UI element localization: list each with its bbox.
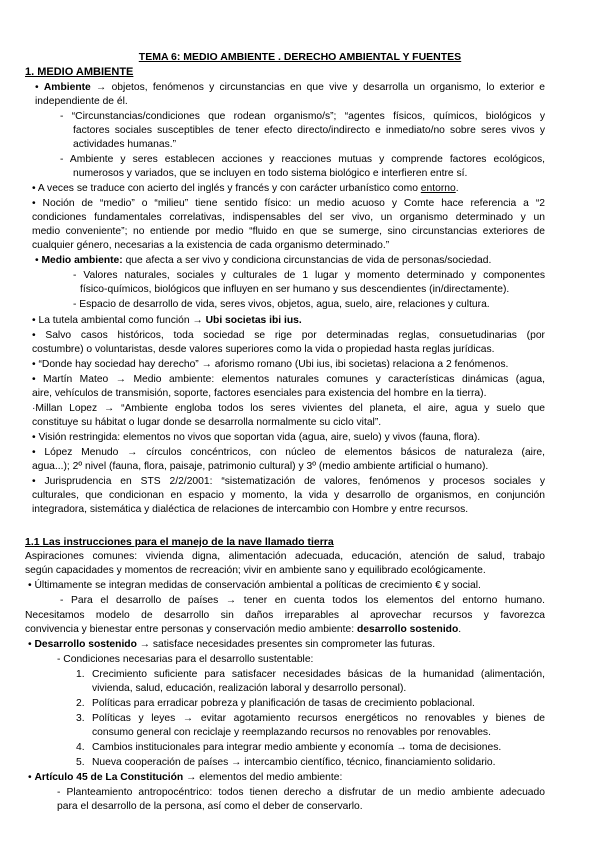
list-item-number: 1. bbox=[76, 669, 85, 680]
articulo-45-line: • Artículo 45 de La Constitución → elementos del medio ambiente: bbox=[28, 772, 343, 783]
desarrollo-sostenido-term: Desarrollo sostenido bbox=[34, 639, 137, 650]
martin-line-2: aire, vehículos de transmisión, soporte, factores esenciales para existencia del hombre en la tierra). bbox=[32, 388, 487, 399]
dash2-line-1: - Ambiente y seres establecen acciones y reacciones mutuas y comprende factores ecológicos, bbox=[60, 154, 545, 165]
nocion-line-4: cualquier género, necesarias a la existencia de cada organismo determinado.” bbox=[32, 240, 390, 251]
page-title: TEMA 6: MEDIO AMBIENTE . DERECHO AMBIENTAL Y FUENTES bbox=[138, 51, 462, 63]
millan-line-2: constituye su hábitat o lugar donde se desarrolla normalmente su ciclo vital”. bbox=[32, 417, 382, 428]
tutela-line bbox=[32, 314, 600, 328]
salvo-line-2: costumbre) o voluntaristas, desde valores superiores como la vida o propiedad hasta reglas jurídicas. bbox=[32, 344, 495, 355]
list-item-number: 3. bbox=[76, 713, 85, 724]
desarrollo-sostenido-line: • Desarrollo sostenido → satisface necesidades presentes sin comprometer las futuras. bbox=[28, 639, 436, 650]
millan-line-1: ·Millan Lopez → “Ambiente engloba todos los seres vivientes del planeta, el aire, agua y suelo que bbox=[32, 403, 545, 414]
section-heading-instrucciones: 1.1 Las instrucciones para el manejo de la nave llamado tierra bbox=[25, 536, 334, 548]
ambiente-term: Ambiente bbox=[43, 82, 91, 93]
desarrollo-sostenido-bold: desarrollo sostenido bbox=[356, 624, 459, 635]
traduce-line bbox=[32, 182, 600, 196]
necesitamos-period: . bbox=[458, 624, 462, 635]
nocion-line-2: condiciones fundamentales correlativas, indispensables del ser vivo, un organismo determinado y un bbox=[32, 212, 545, 223]
juris-line-3: integradora, sistemática y dialéctica de relaciones de intercambio con Hombre y entre recursos. bbox=[32, 504, 469, 515]
ultimamente-line: • Últimamente se integran medidas de conservación ambiental a políticas de crecimiento € y social. bbox=[28, 580, 481, 591]
dash2-line-2: numerosos y variados, que se incluyen en todo sistema biológico e interfieren entre sí. bbox=[73, 168, 468, 179]
dash1-line-2: factores sociales susceptibles de tener efecto directo/indirecto e inmediato/no sobre seres vivos y bbox=[73, 125, 545, 136]
entorno-word: entorno bbox=[420, 183, 456, 194]
medio-ambiente-line: • Medio ambiente: que afecta a ser vivo y condiciona circunstancias de vida de personas/sociedad. bbox=[35, 255, 492, 266]
aspiraciones-line-2: según capacidades y momentos de recreación; vivir en ambiente sano y equilibrado ecológicamente. bbox=[25, 565, 486, 576]
section-heading-medio-ambiente: 1. MEDIO AMBIENTE bbox=[25, 66, 134, 78]
planteamiento-line-1: - Planteamiento antropocéntrico: todos tienen derecho a disfrutar de un medio ambiente adecuado bbox=[57, 787, 545, 798]
ambiente-definition: → objetos, fenómenos y circunstancias en que vive y desarrolla un organismo, lo exterior e bbox=[90, 82, 545, 93]
list-item-number: 2. bbox=[76, 698, 85, 709]
ambiente-line-2: independiente de él. bbox=[35, 96, 128, 107]
list-item-1-line-1: Crecimiento suficiente para satisfacer necesidades básicas de la humanidad (alimentación, bbox=[92, 669, 545, 680]
aspiraciones-line-1: Aspiraciones comunes: vivienda digna, alimentación adecuada, educación, atención de salud, trabajo bbox=[25, 551, 545, 562]
ambiente-line-1: • Ambiente → objetos, fenómenos y circunstancias en que vive y desarrolla un organismo, lo exterior e bbox=[35, 82, 545, 93]
condiciones-line: - Condiciones necesarias para el desarrollo sustentable: bbox=[57, 654, 314, 665]
dash1-line-1: - “Circunstancias/condiciones que rodean organismo/s”; “agentes físicos, químicos, biológicos y bbox=[60, 111, 545, 122]
nocion-line-3: medio conveniente”; no entiende por medio “fluido en que se sumerge, sino circunstancias exteriores de bbox=[32, 226, 545, 237]
necesitamos-line-1: Necesitamos modelo de desarrollo sin daños irreparables al aprovechar recursos y favorezca bbox=[25, 610, 545, 621]
list-item-1-line-2: vivienda, salud, educación, realización laboral y desarrollo personal). bbox=[92, 683, 407, 694]
espacio-line: - Espacio de desarrollo de vida, seres vivos, objetos, agua, suelo, aire, relaciones y cultura. bbox=[73, 299, 490, 310]
lopez-line-2: agua...); 2º nivel (fauna, flora, paisaje, patrimonio cultural) y 3º (medio ambiente artificial o humano). bbox=[32, 461, 489, 472]
dash1-line-3: actividades humanas.” bbox=[73, 139, 177, 150]
traduce-period: . bbox=[455, 183, 459, 194]
vision-line: • Visión restringida: elementos no vivos que soportan vida (agua, aire, suelo) y vivos (fauna, flora). bbox=[32, 432, 481, 443]
medio-ambiente-definition: que afecta a ser vivo y condiciona circunstancias de vida de personas/sociedad. bbox=[122, 255, 492, 266]
tutela-text: • La tutela ambiental como función → bbox=[32, 315, 206, 326]
valores-line-2: físico-químicos, biológicos que influyen en ser humano y sus descendientes (in/directamente). bbox=[80, 284, 510, 295]
valores-line-1: - Valores naturales, sociales y culturales de 1 lugar y momento determinado y componentes bbox=[73, 270, 545, 281]
list-item-3-line-1: Políticas y leyes → evitar agotamiento recursos energéticos no renovables y bienes de bbox=[92, 713, 545, 724]
list-item-5-line-1: Nueva cooperación de países → intercambio científico, técnico, financiamiento solidario. bbox=[92, 757, 496, 768]
articulo-45-definition: → elementos del medio ambiente: bbox=[183, 772, 343, 783]
medio-ambiente-term: Medio ambiente: bbox=[41, 255, 123, 266]
lopez-line-1: • López Menudo → círculos concéntricos, con núcleo de elementos básicos de naturaleza (aire, bbox=[32, 447, 545, 458]
juris-line-2: culturales, que condicionan en espacio y momento, la vida y desarrollo de organismos, en conjunción bbox=[32, 490, 545, 501]
donde-line: • “Donde hay sociedad hay derecho” → aforismo romano (Ubi ius, ibi societas) relaciona a 2 fenómenos. bbox=[32, 359, 509, 370]
traduce-text: • A veces se traduce con acierto del inglés y francés y con carácter urbanístico como bbox=[32, 183, 421, 194]
juris-line-1: • Jurisprudencia en STS 2/2/2001: “sistematización de valores, fenómenos y procesos sociales y bbox=[32, 476, 545, 487]
necesitamos-text: convivencia y bienestar entre personas y conservación medio ambiente: bbox=[25, 624, 357, 635]
list-item-2-line-1: Políticas para erradicar pobreza y planificación de tasas de crecimiento poblacional. bbox=[92, 698, 475, 709]
list-item-number: 5. bbox=[76, 757, 85, 768]
list-item-4-line-1: Cambios institucionales para integrar medio ambiente y economía → toma de decisiones. bbox=[92, 742, 502, 753]
planteamiento-line-2: para el desarrollo de la persona, así como el deber de conservarlo. bbox=[57, 801, 363, 812]
list-item-3-line-2: consumo general con reciclaje y reemplazando recursos no renovables por renovables. bbox=[92, 727, 491, 738]
nocion-line-1: • Noción de “medio” o “milieu” tiene sentido físico: un medio acuoso y Comte hace referencia a “2 bbox=[32, 198, 545, 209]
articulo-45-term: Artículo 45 de La Constitución bbox=[34, 772, 184, 783]
desarrollo-sostenido-definition: → satisface necesidades presentes sin comprometer las futuras. bbox=[136, 639, 436, 650]
para-desarrollo-line: - Para el desarrollo de países → tener en cuenta todos los elementos del entorno humano. bbox=[60, 595, 545, 606]
martin-line-1: • Martín Mateo → Medio ambiente: elementos naturales comunes y características dinámicas (agua, bbox=[32, 374, 545, 385]
salvo-line-1: • Salvo casos históricos, toda sociedad se rige por determinadas reglas, consuetudinarias (por bbox=[32, 330, 545, 341]
ubi-societas: Ubi societas ibi ius. bbox=[205, 315, 302, 326]
necesitamos-line-2 bbox=[25, 623, 600, 637]
list-item-number: 4. bbox=[76, 742, 85, 753]
